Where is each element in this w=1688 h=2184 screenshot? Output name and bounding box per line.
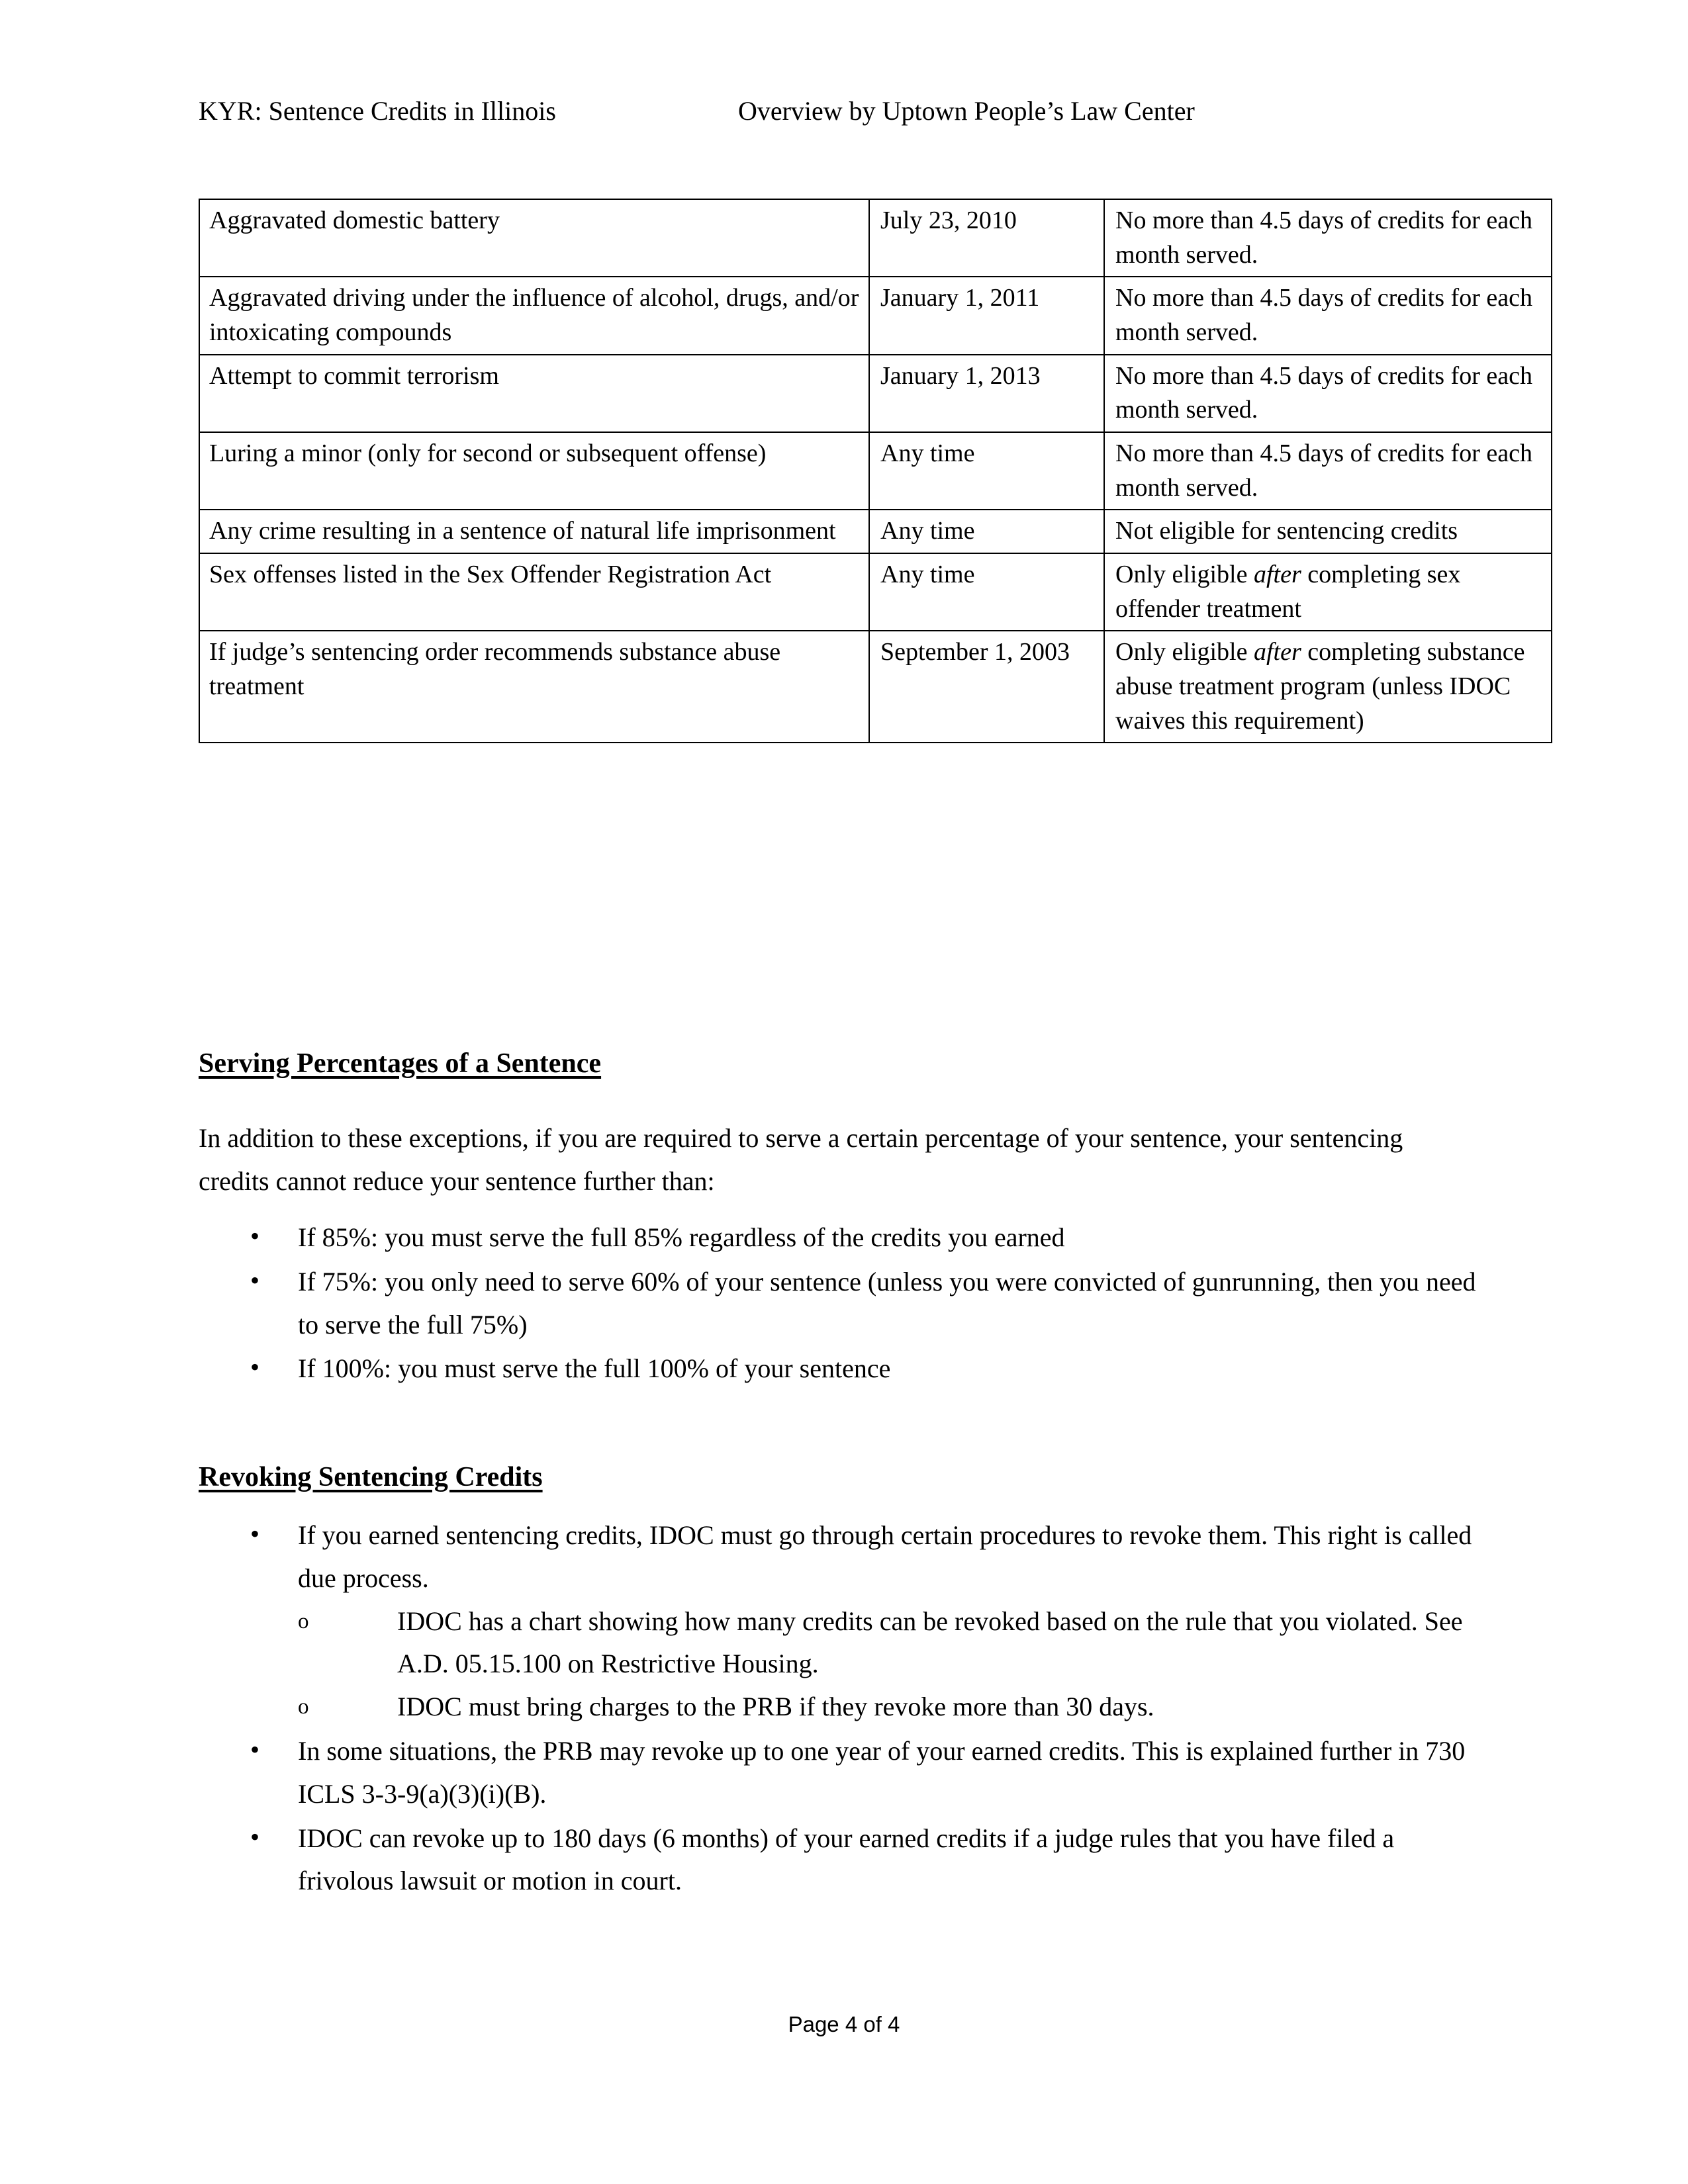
cell-credit-rule: [1104, 355, 1552, 432]
table-row: [199, 553, 1552, 631]
cell-effective-date: Any time: [869, 553, 1104, 631]
rule-text-emphasis: after: [1253, 561, 1301, 589]
list-item-text: If 100%: you must serve the full 100% of your sentence: [298, 1353, 891, 1384]
rule-text-pre: No more than 4.5 days of credits for each month served.: [1115, 206, 1532, 269]
cell-credit-rule: [1104, 199, 1552, 277]
document-header: [199, 96, 1489, 136]
table-row: [199, 432, 1552, 510]
rule-text-pre: No more than 4.5 days of credits for each month served.: [1115, 284, 1532, 347]
serving-percentages-bullet-list: [199, 1216, 1489, 1392]
list-item-text: If 85%: you must serve the full 85% regardless of the credits you earned: [298, 1222, 1065, 1252]
table-row: [199, 199, 1552, 277]
header-left-title: KYR: Sentence Credits in Illinois: [199, 96, 556, 126]
sub-list-item: [298, 1600, 1489, 1686]
table-row: [199, 631, 1552, 743]
cell-credit-rule: [1104, 432, 1552, 510]
sentence-credit-exceptions-table: [199, 199, 1552, 743]
rule-text-pre: No more than 4.5 days of credits for each month served.: [1115, 439, 1532, 502]
rule-text-pre: Only eligible: [1115, 561, 1254, 589]
cell-credit-rule: [1104, 553, 1552, 631]
rule-text-pre: No more than 4.5 days of credits for each month served.: [1115, 361, 1532, 424]
cell-effective-date: July 23, 2010: [869, 199, 1104, 277]
section-heading-revoking-sentencing-credits: Revoking Sentencing Credits: [199, 1461, 543, 1492]
cell-credit-rule: [1104, 631, 1552, 743]
list-item-text: If 75%: you only need to serve 60% of your sentence (unless you were convicted of gunrunning, then you need to serve the full 75%): [298, 1266, 1476, 1340]
cell-offense: Attempt to commit terrorism: [199, 355, 869, 432]
cell-offense: Any crime resulting in a sentence of natural life imprisonment: [199, 510, 869, 553]
rule-text-pre: Only eligible: [1115, 638, 1254, 666]
revoking-credits-bullet-list: [199, 1514, 1489, 1904]
list-item: [199, 1261, 1489, 1347]
page-number-label: Page 4 of 4: [788, 2012, 900, 2036]
serving-percentages-intro-paragraph: In addition to these exceptions, if you are required to serve a certain percentage of your sentence, your sentencing credits cannot reduce your sentence further than:: [199, 1123, 1403, 1196]
sub-list-item-text: IDOC must bring charges to the PRB if they revoke more than 30 days.: [397, 1692, 1154, 1722]
list-item: [199, 1216, 1489, 1259]
page-footer: [0, 2012, 1688, 2037]
cell-offense: Aggravated domestic battery: [199, 199, 869, 277]
cell-effective-date: January 1, 2013: [869, 355, 1104, 432]
cell-offense: If judge’s sentencing order recommends substance abuse treatment: [199, 631, 869, 743]
cell-effective-date: Any time: [869, 510, 1104, 553]
cell-offense: Sex offenses listed in the Sex Offender Registration Act: [199, 553, 869, 631]
list-item: [199, 1347, 1489, 1390]
cell-credit-rule: [1104, 510, 1552, 553]
cell-effective-date: January 1, 2011: [869, 277, 1104, 354]
list-item: [199, 1730, 1489, 1816]
list-item-text: In some situations, the PRB may revoke up to one year of your earned credits. This is explained further in 730 ICLS 3-3-9(a)(3)(i)(B).: [298, 1735, 1466, 1809]
list-item: [199, 1817, 1489, 1903]
cell-credit-rule: [1104, 277, 1552, 354]
cell-effective-date: September 1, 2003: [869, 631, 1104, 743]
table-row: [199, 355, 1552, 432]
cell-effective-date: Any time: [869, 432, 1104, 510]
table-row: [199, 277, 1552, 354]
rule-text-emphasis: after: [1253, 638, 1301, 666]
rule-text-post: completing sex offender treatment: [1115, 561, 1461, 623]
sub-list-item-text: IDOC has a chart showing how many credits can be revoked based on the rule that you violated. See A.D. 05.15.100 on Restrictive Housing.: [397, 1606, 1463, 1679]
cell-offense: Luring a minor (only for second or subsequent offense): [199, 432, 869, 510]
section-heading-serving-percentages: Serving Percentages of a Sentence: [199, 1048, 602, 1079]
revoking-credits-sub-bullet-list: [298, 1600, 1489, 1729]
list-item-text: If you earned sentencing credits, IDOC must go through certain procedures to revoke them. This right is called due process.: [298, 1520, 1472, 1593]
table-row: [199, 510, 1552, 553]
header-right-title: Overview by Uptown People’s Law Center: [737, 96, 1195, 126]
rule-text-post: completing substance abuse treatment program (unless IDOC waives this requirement): [1115, 638, 1525, 735]
rule-text-pre: Not eligible for sentencing credits: [1115, 517, 1458, 545]
table-body: [199, 199, 1552, 743]
list-item-text: IDOC can revoke up to 180 days (6 months) of your earned credits if a judge rules that you have filed a frivolous lawsuit or motion in court.: [298, 1823, 1395, 1896]
sub-list-item: [298, 1686, 1489, 1729]
list-item: [199, 1514, 1489, 1729]
cell-offense: Aggravated driving under the influence of alcohol, drugs, and/or intoxicating compounds: [199, 277, 869, 354]
